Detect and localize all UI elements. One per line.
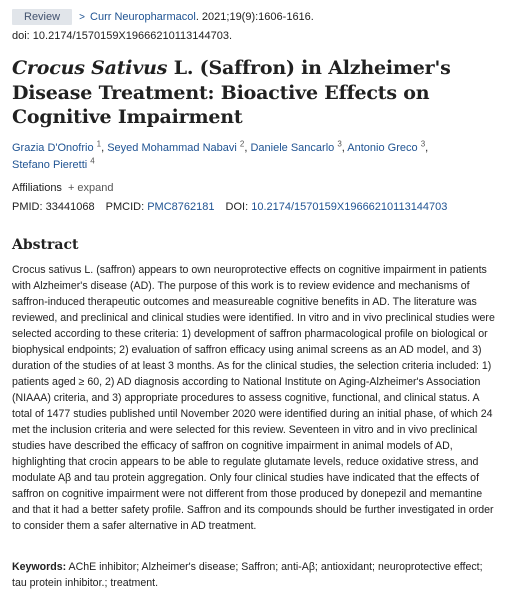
keywords — [12, 560, 495, 591]
expand-toggle[interactable]: + expand — [67, 182, 114, 194]
abstract-text: Crocus sativus L. (saffron) appears to own neuroprotective effects on cognitive impairment in patients with Alzheimer's disease (AD). The purpose of this work is to review evidence and mechanisms of saffron-induced therapeutic outcomes and measureable cognitive benefits in AD. The literature was reviewed, and preclinical and clinical studies were identified. In vitro and in vivo preclinical studies were selected according to these criteria: 1) development of saffron pharmacological profile on biological or biophysical endpoints; 2) evaluation of saffron efficacy using animal screens as an AD model, and 3) duration of the studies of at least 3 months. As for the clinical studies, the selection criteria included: 1) patients aged ≥ 60, 2) AD diagnosis according to National Institute on Aging-Alzheimer's Association (NIAAA) criteria, and 3) appropriate procedures to assess cognitive, functional, and clinical status. A total of 1477 studies published until November 2020 were identified during an initial phase, of which 24 met the inclusion criteria and were selected for this review. Seventeen in vitro and in vivo preclinical studies have described the efficacy of saffron on cognitive impairment in animal models of AD, highlighting that crocin appears to be able to regulate glutamate levels, reduce oxidative stress, and modulate Aβ and tau protein aggregation. Only four clinical studies have indicated that the effects of saffron on cognitive impairment were not different from those produced by donepezil and memantine and that it had a better safety profile. Saffron and its compounds should be further investigated in order to consider them a safer alternative in AD treatment. — [12, 264, 495, 532]
author-link[interactable]: Grazia D'Onofrio — [12, 142, 94, 154]
author-link[interactable]: Antonio Greco — [347, 142, 418, 154]
author-link[interactable]: Daniele Sancarlo — [250, 142, 335, 154]
author-link[interactable]: Seyed Mohammad Nabavi — [107, 142, 237, 154]
citation-doi: doi: 10.2174/1570159X19666210113144703. — [12, 30, 233, 42]
abstract-heading: Abstract — [12, 237, 79, 253]
author-list: Grazia D'Onofrio $^1$, Seyed Mohammad Nabavi $^2$, Daniele Sancarlo $^3$, Antonio Greco $^3$, Stefano Pieretti $^4$ — [12, 139, 429, 171]
identifier-row — [12, 201, 447, 213]
journal-link[interactable]: Curr Neuropharmacol — [90, 11, 196, 23]
title-rest: L. (Saffron) in Alzheimer's Disease Treatment: Bioactive Effects on Cognitive Impairment — [12, 57, 451, 128]
affiliations-toggle[interactable] — [12, 182, 114, 194]
keywords-text: AChE inhibitor; Alzheimer's disease; Saffron; anti-Aβ; antioxidant; neuroprotective effect; tau protein inhibitor.; treatment. — [12, 561, 483, 589]
doi-link[interactable]: 10.2174/1570159X19666210113144703 — [251, 201, 448, 213]
author-affiliation-number[interactable]: 4 — [90, 155, 95, 165]
review-badge: Review — [12, 9, 72, 25]
title-italic: Crocus Sativus — [12, 57, 168, 79]
author-link[interactable]: Stefano Pieretti — [12, 158, 88, 171]
pmcid-label: PMCID: — [105, 201, 145, 213]
article-title — [12, 56, 497, 130]
author-affiliation-number[interactable]: 1 — [96, 139, 102, 149]
affiliations-label: Affiliations — [12, 182, 62, 194]
chevron-right-icon: > — [79, 12, 85, 23]
author-affiliation-number[interactable]: 2 — [239, 139, 245, 149]
keywords-label: Keywords: — [12, 561, 67, 573]
doi-label: DOI: — [225, 201, 249, 213]
pmid-value: 33441068 — [45, 201, 95, 213]
author-affiliation-number[interactable]: 3 — [420, 139, 426, 149]
citation-details: . 2021;19(9):1606-1616. — [195, 11, 314, 23]
pmid-label: PMID: — [12, 201, 43, 213]
author-affiliation-number[interactable]: 3 — [337, 139, 342, 149]
pmcid-link[interactable]: PMC8762181 — [147, 201, 215, 213]
citation-row — [12, 9, 499, 26]
